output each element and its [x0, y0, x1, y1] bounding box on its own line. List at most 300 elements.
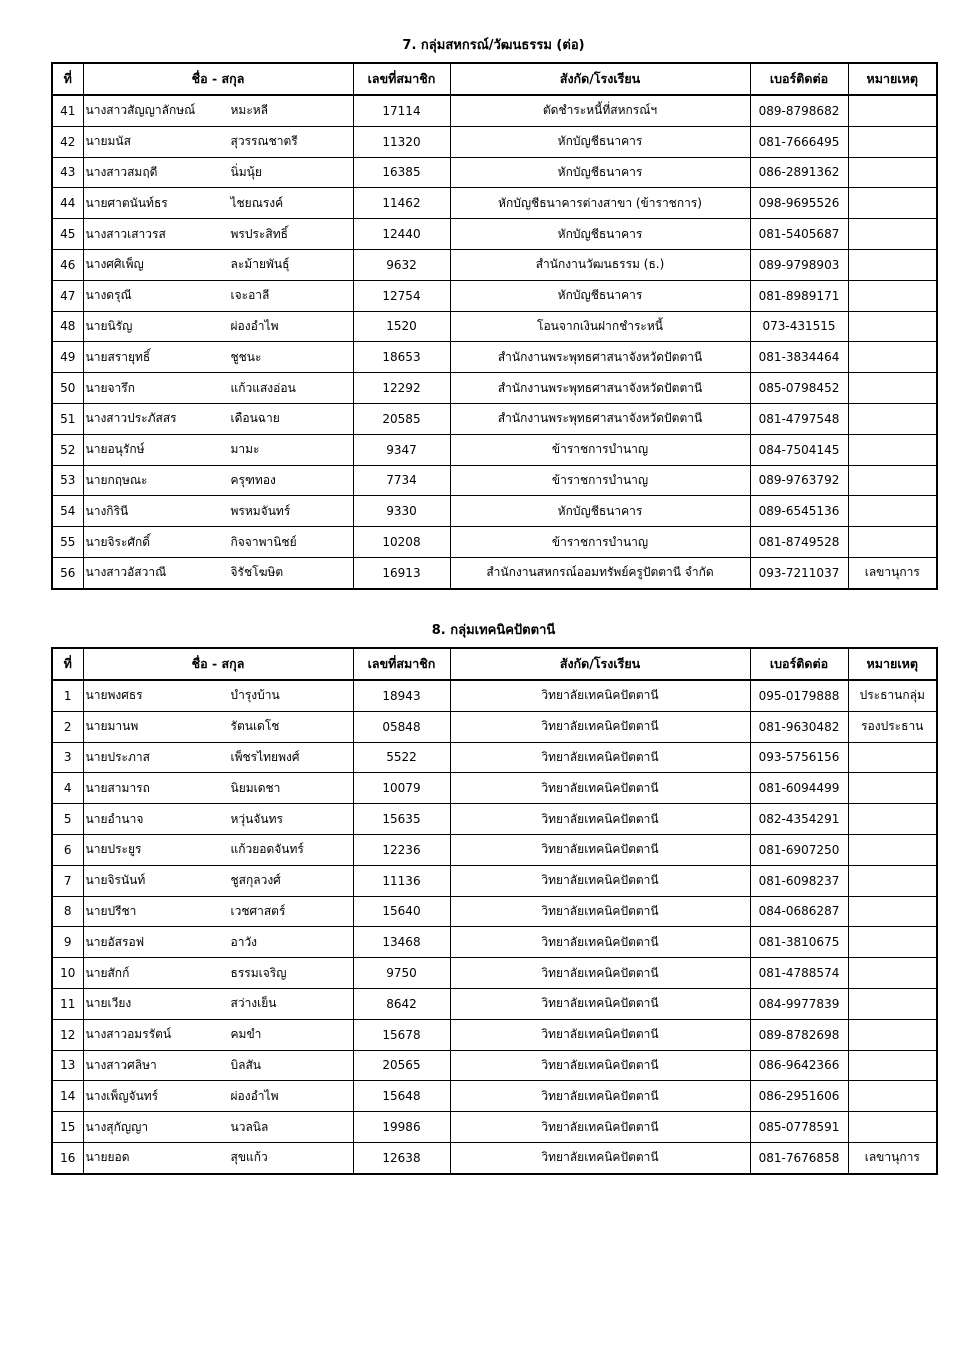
- cell-phone: 085-0798452: [750, 373, 848, 404]
- table-row: [52, 896, 937, 927]
- cell-note: [848, 311, 937, 342]
- cell-note: [848, 249, 937, 280]
- cell-note: [848, 126, 937, 157]
- cell-no: 52: [52, 434, 83, 465]
- first-name: นางสาวศลิษา: [85, 1057, 157, 1072]
- last-name: พรหมจันทร์: [230, 503, 291, 518]
- first-name: นางสาวเสาวรส: [85, 226, 166, 241]
- cell-no: 55: [52, 527, 83, 558]
- last-name: อาวัง: [230, 934, 258, 949]
- cell-member-id: 20585: [353, 403, 450, 434]
- first-name: นายกฤษณะ: [85, 472, 148, 487]
- header-no: ที่: [52, 63, 83, 95]
- cell-affiliation: ข้าราชการบำนาญ: [450, 434, 750, 465]
- first-name: นายศาตนันท์ธร: [85, 195, 168, 210]
- cell-note: [848, 219, 937, 250]
- section-pattani-technical: [51, 620, 936, 1175]
- table-row: [52, 219, 937, 250]
- header-row: [52, 648, 937, 680]
- cell-member-id: 11320: [353, 126, 450, 157]
- cell-note: [848, 865, 937, 896]
- cell-phone: 089-6545136: [750, 496, 848, 527]
- section-title: 7. กลุ่มสหกรณ์/วัฒนธรรม (ต่อ): [402, 38, 585, 53]
- cell-no: 8: [52, 896, 83, 927]
- cell-note: รองประธาน: [848, 711, 937, 742]
- cell-member-id: 8642: [353, 988, 450, 1019]
- cell-member-id: 15648: [353, 1081, 450, 1112]
- cell-phone: 089-8782698: [750, 1019, 848, 1050]
- cell-name: [83, 1050, 353, 1081]
- cell-name: [83, 680, 353, 711]
- cell-affiliation: ข้าราชการบำนาญ: [450, 527, 750, 558]
- first-name: นายประยูร: [85, 842, 142, 857]
- cell-no: 4: [52, 773, 83, 804]
- cell-phone: 081-4797548: [750, 403, 848, 434]
- table-row: [52, 1081, 937, 1112]
- cell-phone: 081-3810675: [750, 927, 848, 958]
- last-name: ละม้ายพันธุ์: [230, 257, 290, 272]
- first-name: นายอัสรอฟ: [85, 934, 145, 949]
- table-row: [52, 865, 937, 896]
- cell-affiliation: วิทยาลัยเทคนิคปัตตานี: [450, 834, 750, 865]
- first-name: นางเพ็ญจันทร์: [85, 1088, 159, 1103]
- cell-note: [848, 1019, 937, 1050]
- table-row: [52, 157, 937, 188]
- cell-note: [848, 896, 937, 927]
- section-title: 8. กลุ่มเทคนิคปัตตานี: [431, 623, 556, 638]
- cell-name: [83, 373, 353, 404]
- cell-member-id: 10208: [353, 527, 450, 558]
- last-name: กิจจาพานิชย์: [230, 534, 297, 549]
- table-row: [52, 557, 937, 588]
- cell-affiliation: หักบัญชีธนาคาร: [450, 157, 750, 188]
- table-row: [52, 742, 937, 773]
- cell-name: [83, 958, 353, 989]
- first-name: นายสรายุทธิ์: [85, 349, 151, 364]
- cell-name: [83, 311, 353, 342]
- first-name: นายเวียง: [85, 996, 132, 1011]
- cell-member-id: 18653: [353, 342, 450, 373]
- cell-affiliation: หักบัญชีธนาคาร: [450, 280, 750, 311]
- first-name: นางสุกัญญา: [85, 1119, 149, 1134]
- cell-member-id: 12754: [353, 280, 450, 311]
- cell-phone: 089-9798903: [750, 249, 848, 280]
- cell-member-id: 15678: [353, 1019, 450, 1050]
- cell-member-id: 11462: [353, 188, 450, 219]
- table-body: [52, 95, 937, 589]
- header-phone: เบอร์ติดต่อ: [750, 63, 848, 95]
- table-row: [52, 342, 937, 373]
- cell-name: [83, 249, 353, 280]
- first-name: นายอำนาจ: [85, 811, 144, 826]
- cell-affiliation: ข้าราชการบำนาญ: [450, 465, 750, 496]
- cell-affiliation: วิทยาลัยเทคนิคปัตตานี: [450, 1112, 750, 1143]
- header-name: ชื่อ - สกุล: [83, 648, 353, 680]
- cell-phone: 085-0778591: [750, 1112, 848, 1143]
- last-name: จิรัชโฆษิต: [230, 565, 284, 580]
- cell-name: [83, 280, 353, 311]
- cell-name: [83, 834, 353, 865]
- last-name: ธรรมเจริญ: [230, 965, 287, 980]
- cell-member-id: 15635: [353, 804, 450, 835]
- cell-no: 15: [52, 1112, 83, 1143]
- cell-note: [848, 958, 937, 989]
- cell-name: [83, 496, 353, 527]
- first-name: นายพงศธร: [85, 688, 143, 703]
- header-affiliation: สังกัด/โรงเรียน: [450, 63, 750, 95]
- cell-phone: 081-4788574: [750, 958, 848, 989]
- cell-name: [83, 157, 353, 188]
- cell-phone: 084-9977839: [750, 988, 848, 1019]
- cell-name: [83, 988, 353, 1019]
- header-row: [52, 63, 937, 95]
- cell-phone: 089-8798682: [750, 95, 848, 126]
- cell-affiliation: วิทยาลัยเทคนิคปัตตานี: [450, 1081, 750, 1112]
- header-no: ที่: [52, 648, 83, 680]
- table-row: [52, 403, 937, 434]
- first-name: นางสาวอมรรัตน์: [85, 1027, 172, 1042]
- cell-no: 41: [52, 95, 83, 126]
- cell-name: [83, 896, 353, 927]
- cell-member-id: 12440: [353, 219, 450, 250]
- first-name: นายยอด: [85, 1150, 130, 1165]
- cell-name: [83, 188, 353, 219]
- first-name: นายจารึก: [85, 380, 135, 395]
- last-name: นวลนิล: [230, 1119, 269, 1134]
- first-name: นางสาวสมฤดี: [85, 164, 158, 179]
- last-name: แก้วแสงอ่อน: [230, 380, 296, 395]
- first-name: นางศศิเพ็ญ: [85, 257, 144, 272]
- table-row: [52, 1112, 937, 1143]
- cell-name: [83, 865, 353, 896]
- table-row: [52, 773, 937, 804]
- cell-note: เลขานุการ: [848, 557, 937, 588]
- last-name: พรประสิทธิ์: [230, 226, 288, 241]
- cell-note: [848, 988, 937, 1019]
- cell-phone: 089-9763792: [750, 465, 848, 496]
- cell-note: [848, 773, 937, 804]
- last-name: แก้วยอดจันทร์: [230, 842, 304, 857]
- first-name: นายจิระศักดิ์: [85, 534, 151, 549]
- table-row: [52, 465, 937, 496]
- section-cooperative-culture: [51, 35, 936, 590]
- first-name: นายจิรนันท์: [85, 873, 146, 888]
- table-row: [52, 927, 937, 958]
- header-note: หมายเหตุ: [848, 63, 937, 95]
- last-name: นิ่มนุ้ย: [230, 164, 262, 179]
- cell-no: 44: [52, 188, 83, 219]
- table-row: [52, 527, 937, 558]
- cell-no: 16: [52, 1142, 83, 1173]
- table-row: [52, 373, 937, 404]
- cell-no: 12: [52, 1019, 83, 1050]
- last-name: บิลสัน: [230, 1057, 261, 1072]
- last-name: ชูสกุลวงศ์: [230, 873, 281, 888]
- cell-affiliation: โอนจากเงินฝากชำระหนี้: [450, 311, 750, 342]
- cell-no: 49: [52, 342, 83, 373]
- cell-member-id: 16913: [353, 557, 450, 588]
- last-name: ครุฑทอง: [230, 472, 276, 487]
- cell-member-id: 10079: [353, 773, 450, 804]
- last-name: ชูชนะ: [230, 349, 262, 364]
- cell-affiliation: หักบัญชีธนาคาร: [450, 219, 750, 250]
- cell-affiliation: วิทยาลัยเทคนิคปัตตานี: [450, 1019, 750, 1050]
- cell-no: 1: [52, 680, 83, 711]
- cell-name: [83, 1112, 353, 1143]
- cell-phone: 086-2891362: [750, 157, 848, 188]
- cell-affiliation: วิทยาลัยเทคนิคปัตตานี: [450, 896, 750, 927]
- cell-no: 48: [52, 311, 83, 342]
- first-name: นายสักก์: [85, 965, 130, 980]
- cell-note: [848, 280, 937, 311]
- cell-member-id: 15640: [353, 896, 450, 927]
- cell-phone: 081-6098237: [750, 865, 848, 896]
- cell-member-id: 5522: [353, 742, 450, 773]
- table-row: [52, 958, 937, 989]
- last-name: ไชยณรงค์: [230, 195, 284, 210]
- cell-member-id: 12236: [353, 834, 450, 865]
- cell-no: 50: [52, 373, 83, 404]
- last-name: ผ่องอำไพ: [230, 1088, 279, 1103]
- cell-affiliation: สำนักงานวัฒนธรรม (ธ.): [450, 249, 750, 280]
- cell-no: 43: [52, 157, 83, 188]
- cell-member-id: 20565: [353, 1050, 450, 1081]
- cell-phone: 081-3834464: [750, 342, 848, 373]
- table-row: [52, 126, 937, 157]
- table-row: [52, 95, 937, 126]
- cell-affiliation: วิทยาลัยเทคนิคปัตตานี: [450, 988, 750, 1019]
- cell-no: 3: [52, 742, 83, 773]
- cell-phone: 093-7211037: [750, 557, 848, 588]
- cell-note: [848, 1112, 937, 1143]
- cell-member-id: 18943: [353, 680, 450, 711]
- cell-member-id: 19986: [353, 1112, 450, 1143]
- table-row: [52, 834, 937, 865]
- table-row: [52, 496, 937, 527]
- last-name: เพ็ชรไทยพงศ์: [230, 749, 300, 764]
- cell-note: [848, 403, 937, 434]
- cell-member-id: 9330: [353, 496, 450, 527]
- first-name: นายอนุรักษ์: [85, 442, 145, 457]
- first-name: นางสาวอัสวาณี: [85, 565, 167, 580]
- table-row: [52, 711, 937, 742]
- cell-affiliation: วิทยาลัยเทคนิคปัตตานี: [450, 804, 750, 835]
- cell-member-id: 05848: [353, 711, 450, 742]
- cell-affiliation: สำนักงานพระพุทธศาสนาจังหวัดปัตตานี: [450, 342, 750, 373]
- cell-affiliation: วิทยาลัยเทคนิคปัตตานี: [450, 680, 750, 711]
- cell-phone: 098-9695526: [750, 188, 848, 219]
- cell-member-id: 13468: [353, 927, 450, 958]
- cell-note: [848, 927, 937, 958]
- cell-member-id: 1520: [353, 311, 450, 342]
- cell-phone: 086-9642366: [750, 1050, 848, 1081]
- cell-name: [83, 342, 353, 373]
- last-name: เจะอาลี: [230, 288, 270, 303]
- cell-affiliation: วิทยาลัยเทคนิคปัตตานี: [450, 1142, 750, 1173]
- cell-no: 9: [52, 927, 83, 958]
- cell-member-id: 17114: [353, 95, 450, 126]
- cell-affiliation: สำนักงานพระพุทธศาสนาจังหวัดปัตตานี: [450, 403, 750, 434]
- first-name: นางดรุณี: [85, 288, 132, 303]
- cell-note: [848, 804, 937, 835]
- cell-phone: 081-6907250: [750, 834, 848, 865]
- cell-note: [848, 188, 937, 219]
- cell-no: 47: [52, 280, 83, 311]
- member-table: [51, 647, 938, 1175]
- cell-note: [848, 342, 937, 373]
- cell-no: 5: [52, 804, 83, 835]
- cell-name: [83, 465, 353, 496]
- last-name: นิยมเดชา: [230, 780, 281, 795]
- cell-note: [848, 373, 937, 404]
- cell-affiliation: วิทยาลัยเทคนิคปัตตานี: [450, 773, 750, 804]
- first-name: นางสาวประภัสสร: [85, 411, 177, 426]
- last-name: สว่างเย็น: [230, 996, 277, 1011]
- last-name: เวชศาสตร์: [230, 903, 286, 918]
- cell-member-id: 16385: [353, 157, 450, 188]
- cell-name: [83, 804, 353, 835]
- first-name: นายปรีชา: [85, 903, 137, 918]
- cell-member-id: 12638: [353, 1142, 450, 1173]
- cell-phone: 081-8749528: [750, 527, 848, 558]
- cell-affiliation: หักบัญชีธนาคาร: [450, 496, 750, 527]
- cell-phone: 081-6094499: [750, 773, 848, 804]
- cell-phone: 082-4354291: [750, 804, 848, 835]
- cell-name: [83, 742, 353, 773]
- cell-affiliation: หักบัญชีธนาคาร: [450, 126, 750, 157]
- cell-note: [848, 157, 937, 188]
- last-name: รัตนเดโช: [230, 719, 280, 734]
- first-name: นายมนัส: [85, 134, 131, 149]
- cell-note: [848, 465, 937, 496]
- cell-note: [848, 742, 937, 773]
- cell-affiliation: สำนักงานสหกรณ์ออมทรัพย์ครูปัตตานี จำกัด: [450, 557, 750, 588]
- last-name: สุขแก้ว: [230, 1150, 268, 1165]
- last-name: มามะ: [230, 442, 260, 457]
- cell-affiliation: วิทยาลัยเทคนิคปัตตานี: [450, 865, 750, 896]
- table-row: [52, 1142, 937, 1173]
- cell-phone: 081-8989171: [750, 280, 848, 311]
- table-row: [52, 249, 937, 280]
- cell-affiliation: วิทยาลัยเทคนิคปัตตานี: [450, 742, 750, 773]
- cell-name: [83, 711, 353, 742]
- table-row: [52, 434, 937, 465]
- cell-affiliation: วิทยาลัยเทคนิคปัตตานี: [450, 1050, 750, 1081]
- cell-no: 10: [52, 958, 83, 989]
- header-affiliation: สังกัด/โรงเรียน: [450, 648, 750, 680]
- first-name: นางสาวสัญญาลักษณ์: [85, 103, 196, 118]
- table-row: [52, 680, 937, 711]
- cell-note: [848, 1081, 937, 1112]
- cell-member-id: 12292: [353, 373, 450, 404]
- cell-affiliation: วิทยาลัยเทคนิคปัตตานี: [450, 958, 750, 989]
- cell-name: [83, 403, 353, 434]
- last-name: บำรุงบ้าน: [230, 688, 280, 703]
- cell-member-id: 11136: [353, 865, 450, 896]
- cell-phone: 073-431515: [750, 311, 848, 342]
- cell-affiliation: วิทยาลัยเทคนิคปัตตานี: [450, 711, 750, 742]
- last-name: หมะหลี: [230, 103, 269, 118]
- cell-no: 51: [52, 403, 83, 434]
- cell-note: เลขานุการ: [848, 1142, 937, 1173]
- cell-no: 13: [52, 1050, 83, 1081]
- cell-name: [83, 1142, 353, 1173]
- cell-note: [848, 496, 937, 527]
- table-row: [52, 1050, 937, 1081]
- last-name: คมขำ: [230, 1027, 262, 1042]
- cell-no: 42: [52, 126, 83, 157]
- first-name: นายสามารถ: [85, 780, 150, 795]
- cell-no: 6: [52, 834, 83, 865]
- table-row: [52, 804, 937, 835]
- cell-name: [83, 95, 353, 126]
- header-member-id: เลขที่สมาชิก: [353, 648, 450, 680]
- cell-note: [848, 434, 937, 465]
- table-row: [52, 988, 937, 1019]
- header-name: ชื่อ - สกุล: [83, 63, 353, 95]
- cell-no: 54: [52, 496, 83, 527]
- table-row: [52, 280, 937, 311]
- cell-no: 53: [52, 465, 83, 496]
- last-name: ผ่องอำไพ: [230, 318, 279, 333]
- cell-affiliation: สำนักงานพระพุทธศาสนาจังหวัดปัตตานี: [450, 373, 750, 404]
- cell-no: 56: [52, 557, 83, 588]
- member-table: [51, 62, 938, 590]
- cell-note: ประธานกลุ่ม: [848, 680, 937, 711]
- cell-no: 7: [52, 865, 83, 896]
- last-name: เดือนฉาย: [230, 411, 280, 426]
- first-name: นายมานพ: [85, 719, 139, 734]
- cell-name: [83, 219, 353, 250]
- cell-no: 11: [52, 988, 83, 1019]
- table-row: [52, 188, 937, 219]
- cell-member-id: 9347: [353, 434, 450, 465]
- cell-name: [83, 927, 353, 958]
- cell-note: [848, 527, 937, 558]
- cell-phone: 081-7666495: [750, 126, 848, 157]
- cell-name: [83, 557, 353, 588]
- cell-no: 2: [52, 711, 83, 742]
- cell-note: [848, 95, 937, 126]
- cell-affiliation: วิทยาลัยเทคนิคปัตตานี: [450, 927, 750, 958]
- last-name: สุวรรณชาตรี: [230, 134, 298, 149]
- cell-no: 46: [52, 249, 83, 280]
- first-name: นางกิรินี: [85, 503, 129, 518]
- cell-no: 14: [52, 1081, 83, 1112]
- table-row: [52, 311, 937, 342]
- table-body: [52, 680, 937, 1174]
- cell-phone: 095-0179888: [750, 680, 848, 711]
- header-member-id: เลขที่สมาชิก: [353, 63, 450, 95]
- cell-affiliation: ตัดชำระหนี้ที่สหกรณ์ฯ: [450, 95, 750, 126]
- cell-note: [848, 834, 937, 865]
- cell-phone: 093-5756156: [750, 742, 848, 773]
- cell-affiliation: หักบัญชีธนาคารต่างสาขา (ข้าราชการ): [450, 188, 750, 219]
- cell-phone: 081-7676858: [750, 1142, 848, 1173]
- cell-member-id: 7734: [353, 465, 450, 496]
- cell-name: [83, 773, 353, 804]
- cell-name: [83, 527, 353, 558]
- first-name: นายประภาส: [85, 749, 150, 764]
- cell-phone: 086-2951606: [750, 1081, 848, 1112]
- cell-member-id: 9750: [353, 958, 450, 989]
- cell-member-id: 9632: [353, 249, 450, 280]
- cell-phone: 081-9630482: [750, 711, 848, 742]
- cell-phone: 084-7504145: [750, 434, 848, 465]
- cell-note: [848, 1050, 937, 1081]
- first-name: นายนิรัญ: [85, 318, 133, 333]
- cell-name: [83, 1019, 353, 1050]
